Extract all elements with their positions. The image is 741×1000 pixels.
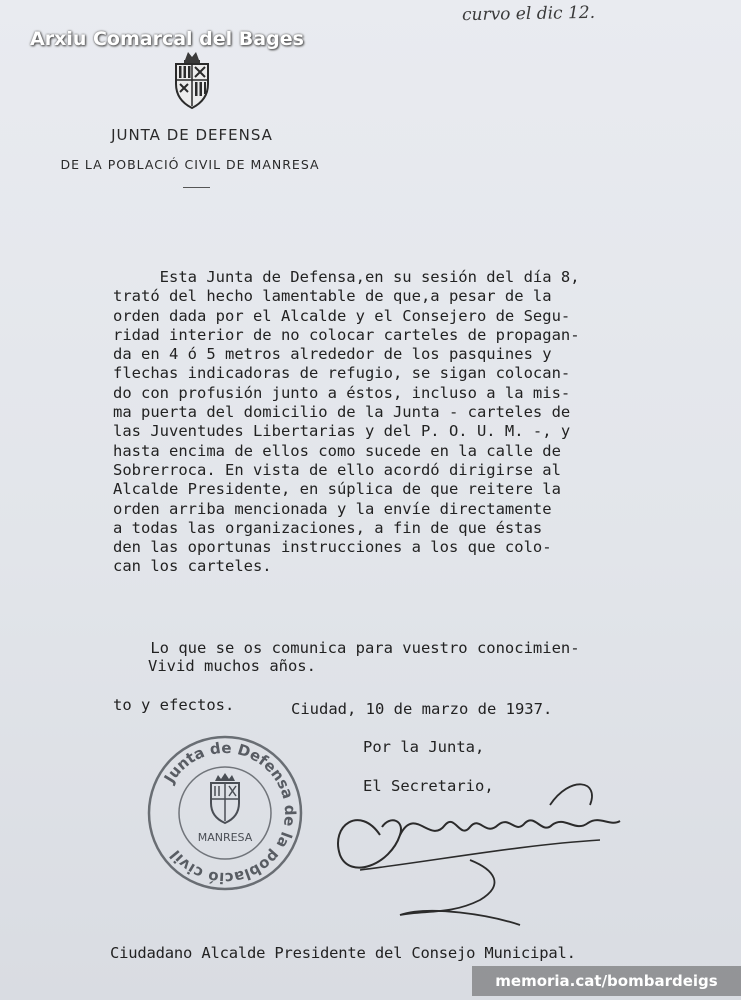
body-line: do con profusión junto a éstos, incluso a la mis-	[113, 383, 571, 402]
secretary-title: El Secretario,	[363, 777, 494, 795]
archive-watermark: Arxiu Comarcal del Bages	[30, 28, 304, 50]
body-line: flechas indicadoras de refugio, se sigan colocan-	[113, 364, 571, 383]
body-line: las Juventudes Libertarias y del P. O. U. M. -, y	[113, 422, 571, 441]
salutation: Vivid muchos años.	[148, 657, 316, 675]
date-line: Ciudad, 10 de marzo de 1937.	[291, 700, 553, 718]
body-line: Sobrerroca. En vista de ello acordó dirigirse al	[113, 460, 561, 479]
body-line: trató del hecho lamentable de que,a pesar de la	[113, 287, 552, 306]
manresa-coat-of-arms-icon	[168, 50, 216, 110]
body-line: hasta encima de ellos como sucede en la calle de	[113, 441, 561, 460]
secretary-signature	[320, 765, 630, 935]
closing-line: to y efectos.	[113, 696, 235, 715]
letter-body	[113, 268, 723, 577]
credit-banner: memoria.cat/bombardeigs	[472, 966, 741, 996]
letterhead-subtitle: DE LA POBLACIÓ CIVIL DE MANRESA	[60, 157, 320, 172]
svg-text:Junta de Defensa de la poblaci	[160, 739, 299, 887]
seal-ring-text: Junta de Defensa de la població civil	[160, 738, 300, 888]
letterhead-divider	[183, 187, 210, 188]
stamp-seal-icon	[145, 733, 305, 893]
body-line: den las oportunas instrucciones a los que colo-	[113, 538, 552, 557]
body-line: orden arriba mencionada y la envíe directamente	[113, 499, 552, 518]
body-line: can los carteles.	[113, 557, 272, 576]
body-line: a todas las organizaciones, a fin de que éstas	[113, 518, 543, 537]
closing-line: Lo que se os comunica para vuestro conocimien-	[113, 638, 580, 657]
letterhead-title: JUNTA DE DEFENSA	[111, 126, 273, 144]
body-line: Alcalde Presidente, en súplica de que reitere la	[113, 480, 561, 499]
body-line: ma puerta del domicilio de la Junta - carteles de	[113, 403, 571, 422]
handwritten-note: curvo el dic 12.	[461, 2, 596, 26]
body-line: Esta Junta de Defensa,en su sesión del día 8,	[113, 268, 580, 286]
body-line: da en 4 ó 5 metros alrededor de los pasquines y	[113, 345, 552, 364]
seal-center-text: MANRESA	[197, 831, 253, 844]
por-la-junta: Por la Junta,	[363, 738, 485, 756]
body-line: orden dada por el Alcalde y el Consejero de Segu-	[113, 306, 571, 325]
body-line: ridad interior de no colocar carteles de propagan-	[113, 325, 580, 344]
addressee-line: Ciudadano Alcalde Presidente del Consejo Municipal.	[110, 944, 576, 962]
